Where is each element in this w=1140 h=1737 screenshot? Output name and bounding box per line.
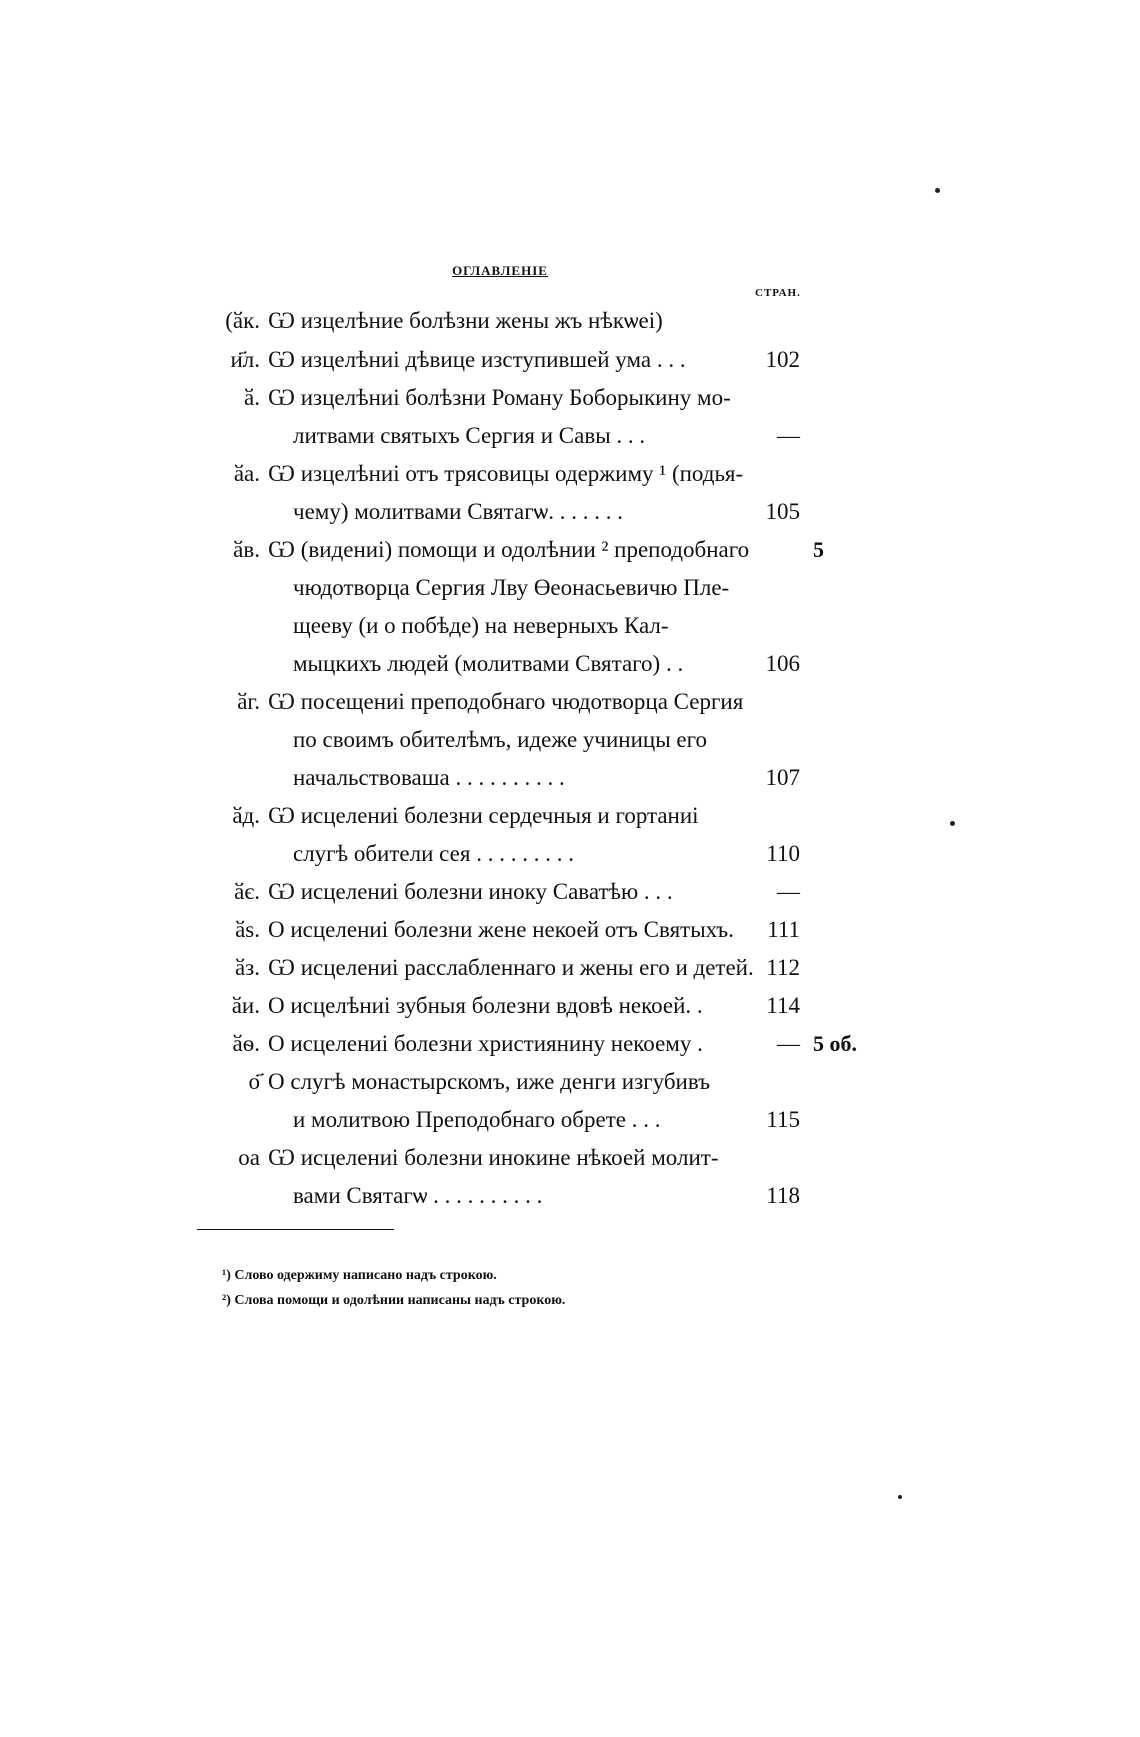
entry-text: О исцелѣниі зубныя болезни вдовѣ некоей. .	[268, 993, 703, 1018]
entry-number: оа	[238, 1145, 260, 1170]
toc-entry	[0, 342, 900, 378]
entry-text: Ѡ (видениі) помощи и одолѣнии ² преподобнаго	[268, 537, 750, 562]
entry-text: Ѡ изцелѣниі дѣвице изступившей ума . . .	[268, 347, 686, 372]
entry-page: —	[777, 879, 800, 904]
entry-number: ӑє.	[234, 879, 260, 904]
toc-entry	[0, 874, 900, 910]
entry-text: по своимъ обителѣмъ, идеже учиницы его	[293, 727, 707, 752]
entry-number: и҃л.	[230, 347, 260, 372]
entry-text: Ѡ исцелениі болезни иноку Саватѣю . . .	[268, 879, 673, 904]
page-column-label: СТРАН.	[755, 287, 801, 299]
entry-text: мыцкихъ людей (молитвами Святаго) . .	[293, 651, 684, 676]
entry-page: —	[777, 1031, 800, 1056]
entry-number: ӑ.	[244, 385, 260, 410]
toc-entry-continuation	[0, 418, 900, 454]
entry-number: ӑи.	[231, 993, 260, 1018]
entry-text: О исцелениі болезни християнину некоему .	[268, 1031, 703, 1056]
entry-page: 118	[766, 1183, 800, 1208]
entry-number: ӑг.	[237, 689, 260, 714]
entry-text: литвами святыхъ Сергия и Савы . . .	[293, 423, 646, 448]
entry-page: 102	[765, 347, 800, 372]
folio-note: 5 об.	[813, 1031, 857, 1056]
toc-entry-continuation	[0, 1178, 900, 1214]
entry-text: чюдотворца Сергия Лву Өеонасьевичю Пле-	[293, 575, 730, 600]
entry-text: Ѡ изцелѣние болѣзни жены жъ нѣкѡеі)	[268, 308, 663, 333]
toc-entry-continuation	[0, 760, 900, 796]
entry-text: Ѡ исцелениі болезни сердечныя и гортаниі	[268, 803, 699, 828]
footnote: ¹) Слово одержиму написано надъ строкою.	[222, 1268, 497, 1283]
toc-entry-continuation	[0, 570, 900, 606]
entry-number: ӑа.	[233, 461, 260, 486]
entry-page: 111	[767, 917, 800, 942]
entry-text: чему) молитвами Святагѡ. . . . . . .	[293, 499, 623, 524]
entry-number: ӑз.	[234, 955, 260, 980]
toc-entry	[0, 1064, 900, 1100]
footnote-divider	[197, 1229, 394, 1230]
entry-text: начальствоваша . . . . . . . . . .	[293, 765, 565, 790]
entry-number: ӑѳ.	[232, 1031, 260, 1056]
entry-number: о҃	[248, 1069, 260, 1094]
toc-entry	[0, 532, 900, 568]
entry-page: 115	[766, 1107, 800, 1132]
entry-text: и молитвою Преподобнаго обрете . . .	[293, 1107, 661, 1132]
entry-text: О исцелениі болезни жене некоей отъ Святыхъ.	[268, 917, 734, 942]
entry-page: 112	[766, 955, 800, 980]
entry-text: О слугѣ монастырскомъ, иже денги изгубивъ	[268, 1069, 711, 1094]
toc-entry	[0, 798, 900, 834]
entry-number: ӑѕ.	[235, 917, 260, 942]
toc-entry-continuation	[0, 608, 900, 644]
entry-page: —	[777, 423, 800, 448]
entry-text: Ѡ исцелениі расслабленнаго и жены его и детей.	[268, 955, 754, 980]
toc-entry-continuation	[0, 836, 900, 872]
toc-entry-continuation	[0, 722, 900, 758]
toc-entry-continuation	[0, 646, 900, 682]
entry-text: Ѡ посещениі преподобнаго чюдотворца Сергия	[268, 689, 744, 714]
scan-speck	[950, 821, 955, 826]
toc-entry	[0, 1140, 900, 1176]
entry-text: щееву (и о побѣде) на неверныхъ Кал-	[293, 613, 669, 638]
folio-note: 5	[813, 537, 824, 562]
entry-text: Ѡ исцелениі болезни инокине нѣкоей молит-	[268, 1145, 719, 1170]
footnote: ²) Слова помощи и одолѣнии написаны надъ строкою.	[222, 1293, 566, 1308]
entry-page: 110	[766, 841, 800, 866]
toc-entry	[0, 1026, 900, 1062]
entry-number: (ӑк.	[225, 308, 260, 333]
entry-text: вами Святагѡ . . . . . . . . . .	[293, 1183, 543, 1208]
entry-number: ӑд.	[232, 803, 260, 828]
entry-text: Ѡ изцелѣниі отъ трясовицы одержиму ¹ (подья-	[268, 461, 744, 486]
entry-page: 105	[765, 499, 800, 524]
toc-entry-continuation	[0, 494, 900, 530]
entry-number: ӑв.	[233, 537, 260, 562]
scan-speck	[935, 188, 940, 193]
toc-entry	[0, 380, 900, 416]
entry-page: 114	[766, 993, 800, 1018]
toc-entry-continuation	[0, 1102, 900, 1138]
toc-entry	[0, 684, 900, 720]
entry-text: слугѣ обители сея . . . . . . . . .	[293, 841, 574, 866]
toc-entry	[0, 912, 900, 948]
entry-page: 107	[765, 765, 800, 790]
page-header-title: ОГЛАВЛЕНІЕ	[452, 263, 548, 278]
scan-speck	[898, 1495, 902, 1499]
entry-page: 106	[765, 651, 800, 676]
toc-entry	[0, 988, 900, 1024]
toc-entry	[0, 950, 900, 986]
entry-text: Ѡ изцелѣниі болѣзни Роману Боборыкину мо-	[268, 385, 731, 410]
toc-entry	[0, 456, 900, 492]
toc-entry	[0, 303, 900, 339]
